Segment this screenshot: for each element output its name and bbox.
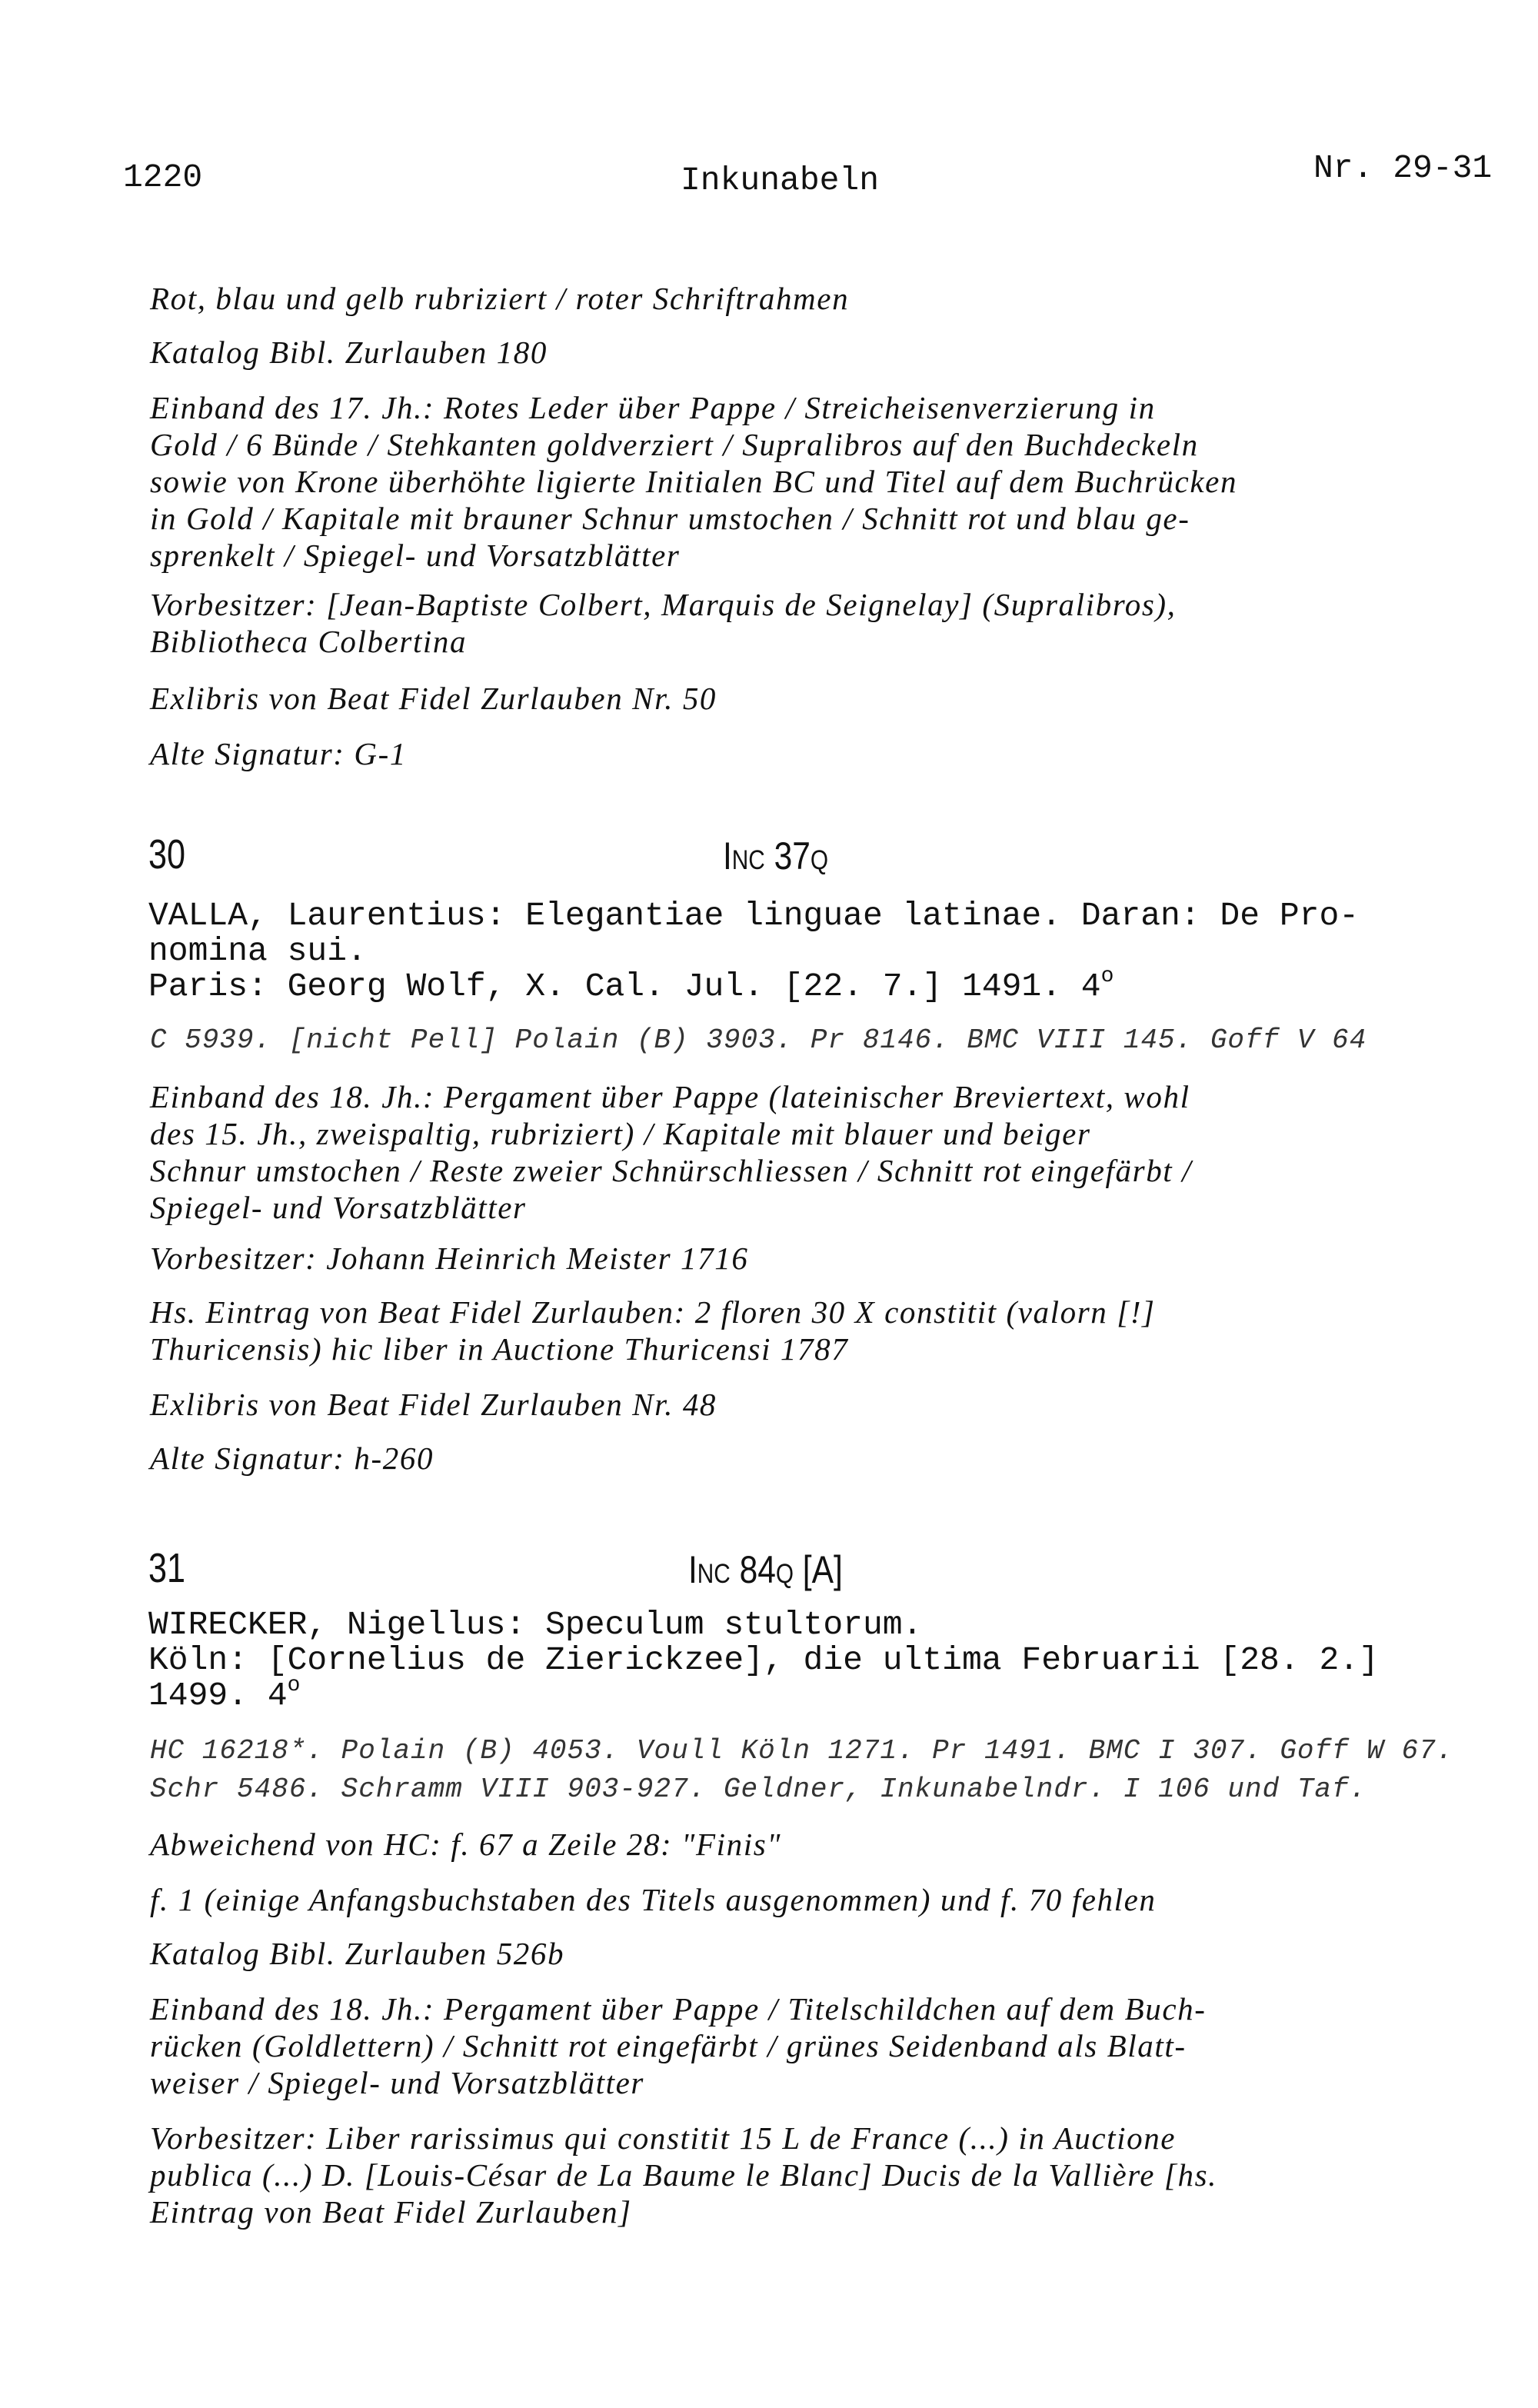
provenance (150, 2120, 1217, 2230)
text-line: rücken (Goldlettern) / Schnitt rot eingefärbt / grünes Seidenband als Blatt- (150, 2028, 1187, 2063)
text-line: VALLA, Laurentius: Elegantiae linguae latinae. Daran: De Pro- (148, 897, 1360, 934)
binding-description (150, 1078, 1192, 1226)
catalog-note: Katalog Bibl. Zurlauben 180 (150, 335, 548, 370)
entry-range: Nr. 29-31 (1313, 149, 1493, 187)
provenance (150, 586, 1177, 660)
text-line: in Gold / Kapitale mit brauner Schnur umstochen / Schnitt rot und blau ge- (150, 501, 1190, 536)
manuscript-entry (150, 1294, 1156, 1367)
provenance: Vorbesitzer: Johann Heinrich Meister 1716 (150, 1241, 749, 1276)
text-line: des 15. Jh., zweispaltig, rubriziert) / Kapitale mit blauer und beiger (150, 1116, 1091, 1151)
variant-note: Abweichend von HC: f. 67 a Zeile 28: "Finis" (150, 1827, 782, 1862)
text-line: Spiegel- und Vorsatzblätter (150, 1190, 527, 1225)
binding-description (150, 1990, 1207, 2101)
imprint-text: 1499. 4 (148, 1677, 288, 1714)
text-line: Gold / 6 Bünde / Stehkanten goldverziert / Supralibros auf den Buchdeckeln (150, 427, 1199, 462)
exlibris-note: Exlibris von Beat Fidel Zurlauben Nr. 50 (150, 681, 717, 716)
bibliographic-references (150, 1732, 1453, 1809)
text-line: Eintrag von Beat Fidel Zurlauben] (150, 2194, 632, 2230)
entry-number: 31 (148, 1545, 186, 1591)
format-superscript: o (1100, 964, 1114, 988)
title-statement (148, 898, 1359, 1004)
text-line: Vorbesitzer: Liber rarissimus qui constitit 15 L de France (...) in Auctione (150, 2120, 1177, 2156)
imprint-text: Paris: Georg Wolf, X. Cal. Jul. [22. 7.] 1491. 4 (148, 968, 1101, 1005)
exlibris-note: Exlibris von Beat Fidel Zurlauben Nr. 48 (150, 1387, 717, 1422)
rubrication-note: Rot, blau und gelb rubriziert / roter Schriftrahmen (150, 281, 850, 316)
text-line: Einband des 17. Jh.: Rotes Leder über Pappe / Streicheisenverzierung in (150, 390, 1156, 425)
shelfmark: Inc 84q [A] (688, 1548, 843, 1591)
text-line: publica (...) D. [Louis-César de La Baume le Blanc] Ducis de la Vallière [hs. (150, 2157, 1217, 2193)
shelfmark: Inc 37q (723, 834, 829, 878)
missing-leaves-note: f. 1 (einige Anfangsbuchstaben des Titels ausgenommen) und f. 70 fehlen (150, 1882, 1157, 1917)
catalog-note: Katalog Bibl. Zurlauben 526b (150, 1936, 565, 1971)
text-line: Einband des 18. Jh.: Pergament über Pappe (lateinischer Breviertext, wohl (150, 1079, 1190, 1114)
old-shelfmark: Alte Signatur: h-260 (150, 1440, 434, 1476)
title-statement (148, 1607, 1379, 1714)
entry-number: 30 (148, 831, 186, 878)
text-line: Bibliotheca Colbertina (150, 624, 468, 659)
old-shelfmark: Alte Signatur: G-1 (150, 736, 407, 771)
text-line: Thuricensis) hic liber in Auctione Thuricensi 1787 (150, 1331, 849, 1367)
bibliographic-references: C 5939. [nicht Pell] Polain (B) 3903. Pr 8146. BMC VIII 145. Goff V 64 (150, 1024, 1367, 1056)
text-line: Schr 5486. Schramm VIII 903-927. Geldner, Inkunabelndr. I 106 und Taf. (150, 1774, 1367, 1805)
binding-description (150, 389, 1237, 574)
text-line: WIRECKER, Nigellus: Speculum stultorum. (148, 1606, 923, 1644)
text-line: HC 16218*. Polain (B) 4053. Voull Köln 1271. Pr 1491. BMC I 307. Goff W 67. (150, 1735, 1454, 1767)
text-line: Hs. Eintrag von Beat Fidel Zurlauben: 2 floren 30 X constitit (valorn [!] (150, 1294, 1156, 1330)
format-superscript: o (287, 1674, 301, 1697)
text-line: sprenkelt / Spiegel- und Vorsatzblätter (150, 538, 681, 573)
text-line: sowie von Krone überhöhte ligierte Initialen BC und Titel auf dem Buchrücken (150, 464, 1238, 499)
text-line: Einband des 18. Jh.: Pergament über Pappe / Titelschildchen auf dem Buch- (150, 1991, 1207, 2027)
text-line: nomina sui. (148, 932, 367, 970)
page-number: 1220 (123, 158, 203, 196)
text-line: Schnur umstochen / Reste zweier Schnürschliessen / Schnitt rot eingefärbt / (150, 1153, 1193, 1188)
text-line: weiser / Spiegel- und Vorsatzblätter (150, 2065, 644, 2100)
running-title: Inkunabeln (681, 162, 880, 199)
text-line: Vorbesitzer: [Jean-Baptiste Colbert, Marquis de Seignelay] (Supralibros), (150, 587, 1177, 622)
imprint (148, 964, 1359, 1005)
imprint (148, 1674, 1379, 1714)
text-line: Köln: [Cornelius de Zierickzee], die ultima Februarii [28. 2.] (148, 1641, 1379, 1679)
